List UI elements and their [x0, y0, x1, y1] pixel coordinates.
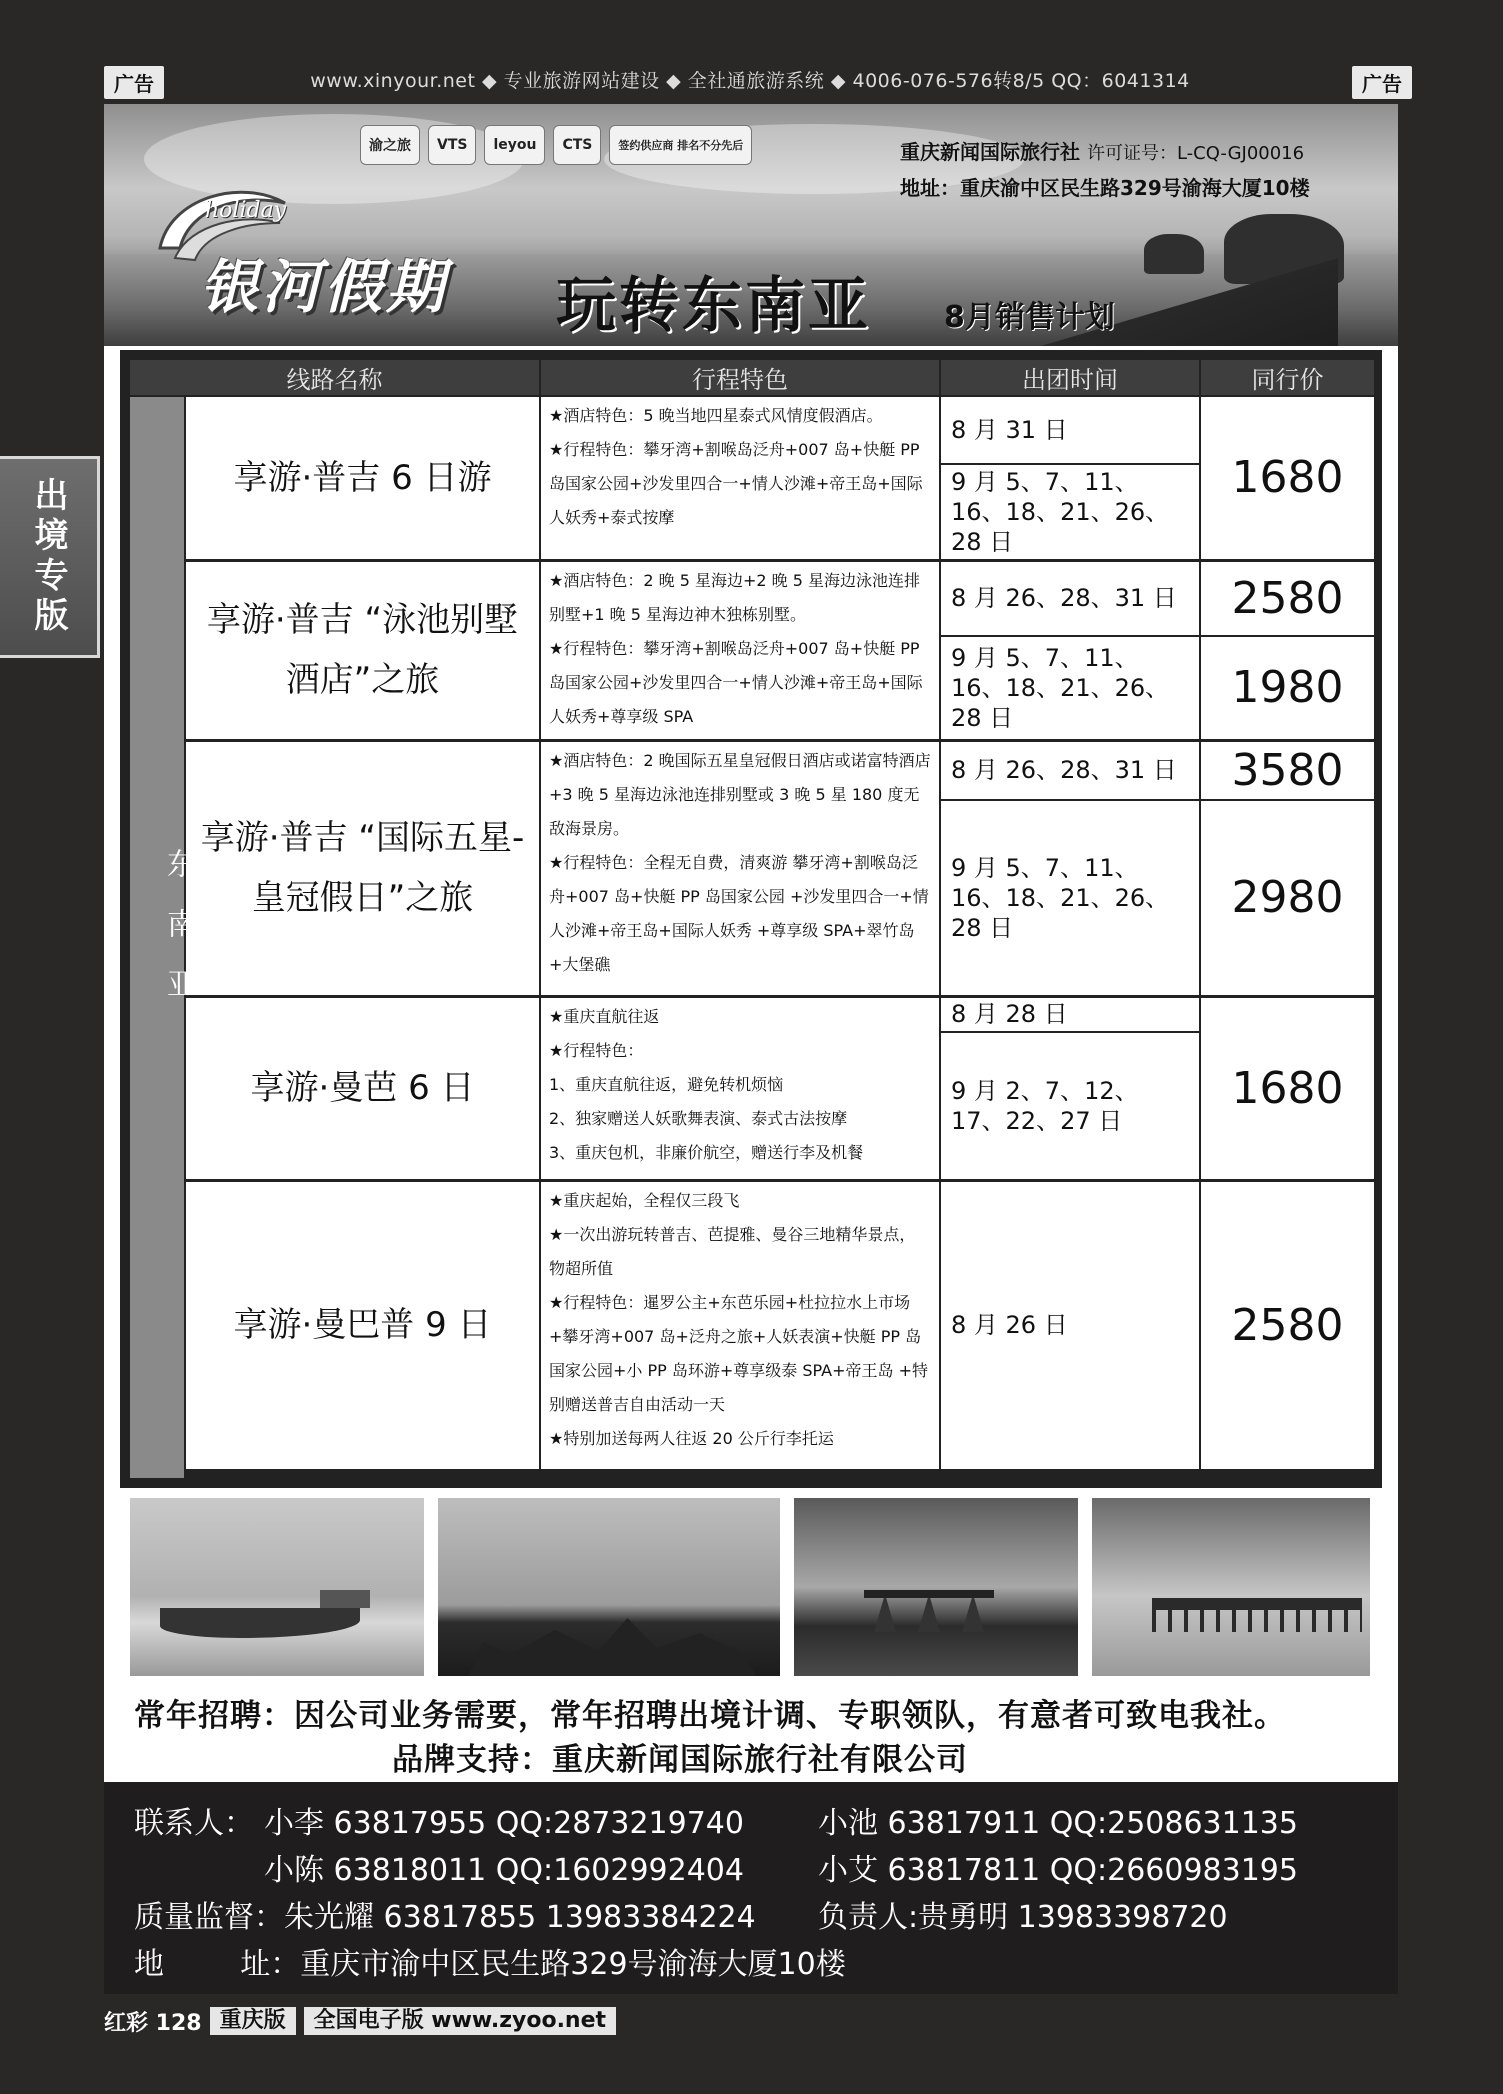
table-row [129, 396, 1375, 464]
agency-name [900, 136, 1304, 165]
route-features: ★重庆起始，全程仅三段飞 ★一次出游玩转普吉、芭提雅、曼谷三地精华景点，物超所值 ★行程特色：暹罗公主+东芭乐园+杜拉拉水上市场+攀牙湾+007 岛+泛舟之旅+人妖表演+快艇 PP 岛国家公园+小 PP 岛环游+尊享级泰 SPA+帝王岛 +特别赠送普吉自由活动一天 ★特别加送每两人往返 20 公斤行李托运 [540, 1180, 940, 1470]
photo-pier-sunset [1092, 1498, 1370, 1676]
logo-cts: CTS [553, 125, 601, 165]
region-label: 东南亚 [161, 847, 196, 1028]
contact-address: 地 址：重庆市渝中区民生路329号渝海大厦10楼 [134, 1947, 846, 1982]
contact-label: 联系人： [134, 1806, 254, 1841]
agency-title: 重庆新闻国际旅行社 [900, 140, 1080, 164]
brand-support: 品牌支持：重庆新闻国际旅行社有限公司 [392, 1742, 968, 1778]
route-features: ★酒店特色：5 晚当地四星泰式风情度假酒店。 ★行程特色：攀牙湾+割喉岛泛舟+007 岛+快艇 PP 岛国家公园+沙发里四合一+情人沙滩+帝王岛+国际人妖秀+泰式按摩 [540, 396, 940, 560]
route-table [120, 350, 1382, 1488]
headline: 玩转东南亚 [556, 271, 871, 341]
route-name: 享游·曼芭 6 日 [185, 996, 540, 1180]
departure-date: 8 月 28 日 [940, 996, 1200, 1032]
logo-vts: VTS [428, 125, 476, 165]
subhead: 8月销售计划 [944, 300, 1115, 335]
ad-tag-left: 广告 [104, 66, 164, 99]
contact-row [134, 1941, 1368, 1988]
price: 1980 [1200, 636, 1375, 740]
price: 1680 [1200, 996, 1375, 1180]
photo-longtail-boats [130, 1498, 424, 1676]
departure-date: 8 月 31 日 [940, 396, 1200, 464]
departure-date: 9 月 5、7、11、16、18、21、26、28 日 [940, 464, 1200, 560]
contact-row [134, 1847, 1368, 1894]
col-header-price: 同行价 [1200, 359, 1375, 396]
table-row [129, 1180, 1375, 1470]
table-row [129, 560, 1375, 636]
departure-date: 8 月 26、28、31 日 [940, 740, 1200, 800]
contact-person: 小艾 63817811 QQ:2660983195 [818, 1853, 1298, 1888]
contact-panel [104, 1782, 1398, 1994]
col-header-dates: 出团时间 [940, 359, 1200, 396]
departure-date: 8 月 26 日 [940, 1180, 1200, 1470]
price: 2980 [1200, 800, 1375, 996]
top-ad-line: www.xinyour.net ◆ 专业旅游网站建设 ◆ 全社通旅游系统 ◆ 4006-076-576转8/5 QQ：6041314 [310, 70, 1190, 92]
side-tab-label: 出境专版 [28, 477, 68, 637]
edition-label: 重庆版 [210, 2007, 296, 2035]
contact-row [134, 1800, 1368, 1847]
departure-date: 8 月 26、28、31 日 [940, 560, 1200, 636]
route-name: 享游·普吉 “泳池别墅酒店”之旅 [185, 560, 540, 740]
site-link[interactable]: 全国电子版 www.zyoo.net [304, 2007, 616, 2035]
col-header-route: 线路名称 [129, 359, 540, 396]
supplier-note: 签约供应商 排名不分先后 [609, 125, 752, 165]
recruitment-notice: 常年招聘：因公司业务需要，常年招聘出境计调、专职领队，有意者可致电我社。 [134, 1698, 1286, 1734]
departure-date: 9 月 2、7、12、17、22、27 日 [940, 1032, 1200, 1180]
holiday-script: holiday [205, 198, 287, 223]
contact-person: 小池 63817911 QQ:2508631135 [818, 1806, 1298, 1841]
quality-supervisor: 质量监督：朱光耀 63817855 13983384224 [134, 1900, 756, 1935]
contact-person: 小李 63817955 QQ:2873219740 [264, 1806, 744, 1841]
price: 2580 [1200, 1180, 1375, 1470]
contact-row [134, 1894, 1368, 1941]
departure-date: 9 月 5、7、11、16、18、21、26、28 日 [940, 800, 1200, 996]
agency-address: 地址：重庆渝中区民生路329号渝海大厦10楼 [900, 176, 1310, 200]
region-cell [129, 396, 196, 1479]
table-row [129, 740, 1375, 800]
brand-name: 银河假期 [200, 253, 449, 321]
route-name: 享游·普吉 “国际五星-皇冠假日”之旅 [185, 740, 540, 996]
route-features: ★重庆直航往返 ★行程特色： 1、重庆直航往返，避免转机烦恼 2、独家赠送人妖歌舞表演、泰式古法按摩 3、重庆包机，非廉价航空，赠送行李及机餐 [540, 996, 940, 1180]
route-name: 享游·曼巴普 9 日 [185, 1180, 540, 1470]
photo-thai-temple [438, 1498, 780, 1676]
owner: 负责人:贵勇明 13983398720 [818, 1900, 1228, 1935]
photo-marina-bay [794, 1498, 1078, 1676]
page-number: 红彩 128 [104, 2010, 202, 2036]
page-footer [104, 2006, 616, 2036]
price: 1680 [1200, 396, 1375, 560]
contact-person: 小陈 63818011 QQ:1602992404 [264, 1853, 744, 1888]
logo-leyou: leyou [484, 125, 545, 165]
ad-tag-right: 广告 [1352, 66, 1412, 99]
route-name: 享游·普吉 6 日游 [185, 396, 540, 560]
price: 2580 [1200, 560, 1375, 636]
departure-date: 9 月 5、7、11、16、18、21、26、28 日 [940, 636, 1200, 740]
col-header-features: 行程特色 [540, 359, 940, 396]
partner-logos [360, 122, 790, 168]
side-tab [0, 456, 100, 658]
price: 3580 [1200, 740, 1375, 800]
table-row [129, 996, 1375, 1032]
route-features: ★酒店特色：2 晚国际五星皇冠假日酒店或诺富特酒店+3 晚 5 星海边泳池连排别墅或 3 晚 5 星 180 度无敌海景房。 ★行程特色：全程无自费，清爽游 攀牙湾+割喉岛泛舟+007 岛+快艇 PP 岛国家公园 +沙发里四合一+情人沙滩+帝王岛+国际人妖秀 +尊享级 SPA+翠竹岛+大堡礁 [540, 740, 940, 996]
license-number: 许可证号：L-CQ-GJ00016 [1086, 143, 1305, 164]
route-features: ★酒店特色：2 晚 5 星海边+2 晚 5 星海边泳池连排别墅+1 晚 5 星海边神木独栋别墅。 ★行程特色：攀牙湾+割喉岛泛舟+007 岛+快艇 PP 岛国家公园+沙发里四合一+情人沙滩+帝王岛+国际人妖秀+尊享级 SPA [540, 560, 940, 740]
logo-yuzhilv: 渝之旅 [360, 125, 420, 165]
